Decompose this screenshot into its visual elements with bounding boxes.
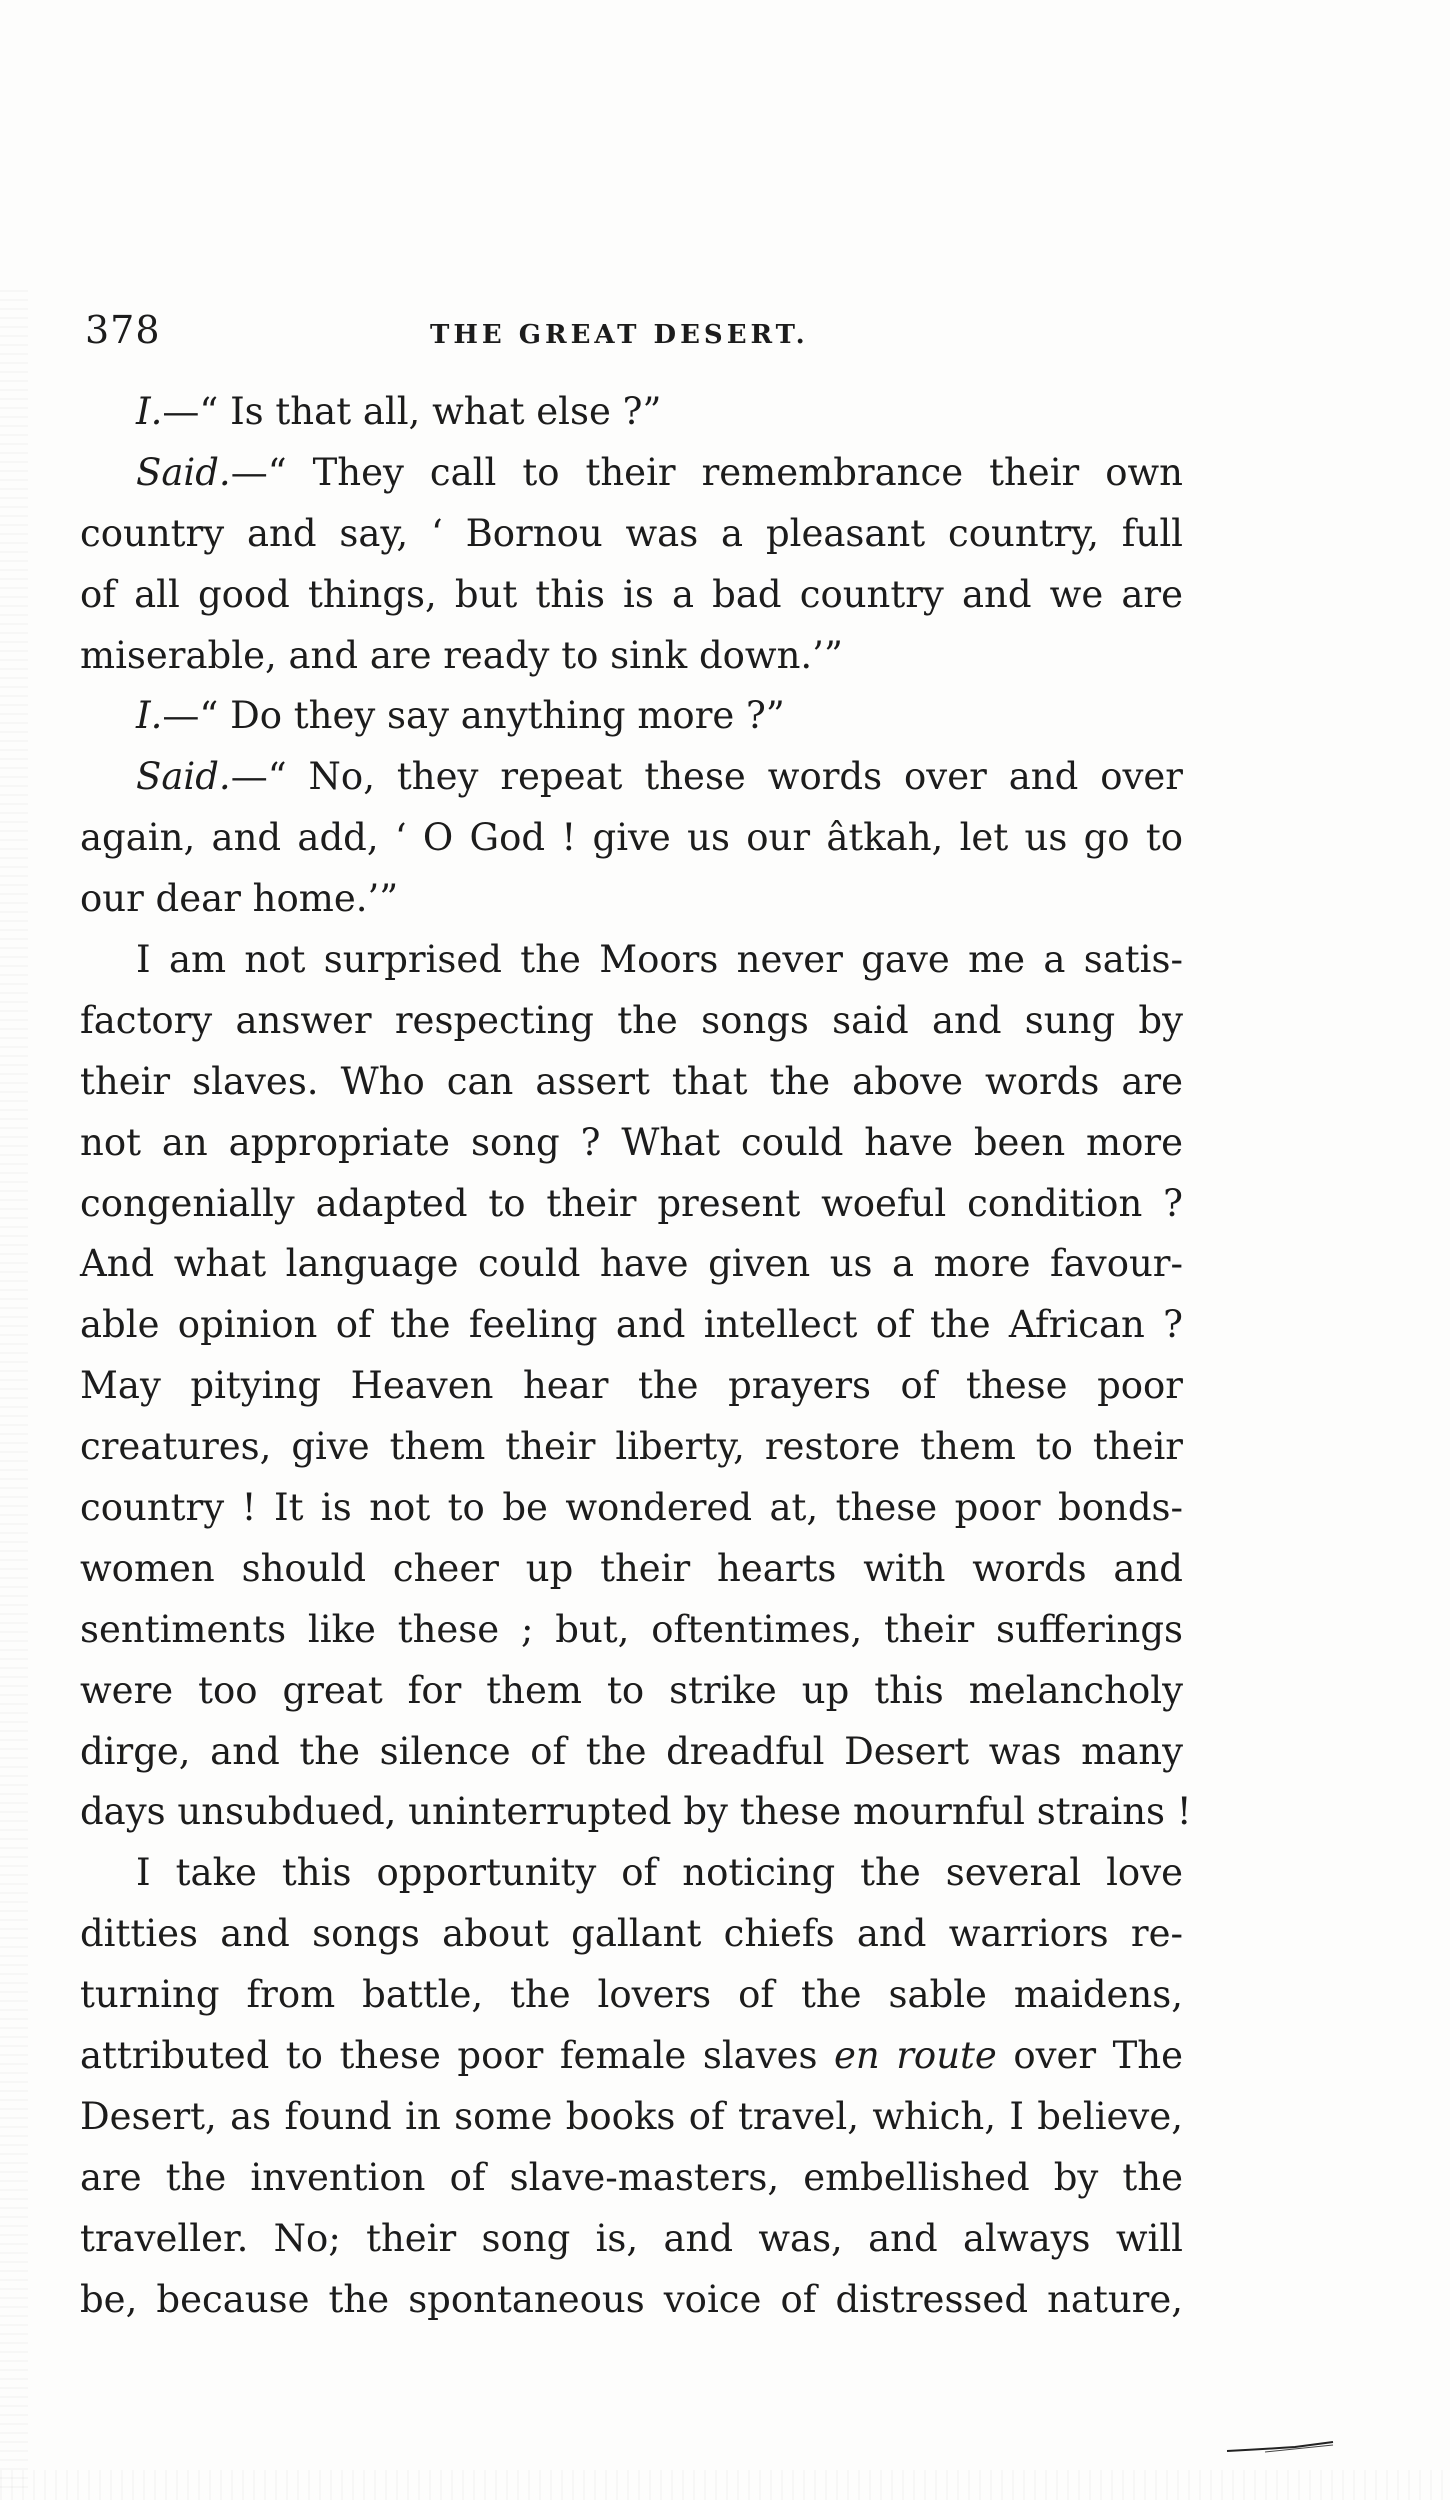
italic-segment: en route xyxy=(834,2034,997,2078)
text-line xyxy=(80,1295,1183,1356)
text-segment: —“ Do they say anything more ?” xyxy=(162,694,785,738)
text-line xyxy=(80,1661,1183,1722)
text-segment: their slaves. Who can assert that the above words are xyxy=(80,1059,1183,1103)
text-line xyxy=(80,1965,1183,2026)
text-line xyxy=(80,1234,1183,1295)
page-number: 378 xyxy=(85,308,161,352)
text-segment: ditties and songs about gallant chiefs and warriors re- xyxy=(80,1912,1183,1956)
text-segment: congenially adapted to their present woeful condition ? xyxy=(80,1181,1183,1225)
text-segment: dirge, and the silence of the dreadful Desert was many xyxy=(80,1729,1183,1773)
text-segment: attributed to these poor female slaves xyxy=(80,2034,835,2078)
text-segment: And what language could have given us a more favour- xyxy=(80,1242,1183,1286)
page-header xyxy=(80,308,1180,358)
text-line xyxy=(80,747,1183,808)
text-line xyxy=(80,686,1183,747)
text-line xyxy=(80,2270,1183,2331)
text-line xyxy=(80,2209,1183,2270)
text-segment: were too great for them to strike up this melancholy xyxy=(80,1668,1183,1712)
text-segment: May pitying Heaven hear the prayers of these poor xyxy=(80,1364,1183,1408)
text-line xyxy=(80,2148,1183,2209)
text-line xyxy=(80,626,1183,687)
text-segment: be, because the spontaneous voice of distressed nature, xyxy=(80,2277,1183,2321)
text-segment: our dear home.’” xyxy=(80,877,399,921)
text-segment: factory answer respecting the songs said and sung by xyxy=(80,998,1183,1042)
text-segment: able opinion of the feeling and intellect of the African ? xyxy=(80,1303,1183,1347)
text-line xyxy=(80,1052,1183,1113)
running-title: THE GREAT DESERT. xyxy=(430,320,809,350)
text-line xyxy=(80,1113,1183,1174)
text-segment: country and say, ‘ Bornou was a pleasant country, full xyxy=(80,511,1183,555)
body-text xyxy=(80,382,1192,2331)
text-segment: country ! It is not to be wondered at, these poor bonds- xyxy=(80,1486,1183,1530)
tail-ornament xyxy=(1225,2440,1335,2454)
text-segment: I am not surprised the Moors never gave me a satis- xyxy=(136,938,1183,982)
text-segment: over The xyxy=(996,2034,1183,2078)
italic-segment: I. xyxy=(136,694,163,738)
text-segment: turning from battle, the lovers of the sable maidens, xyxy=(80,1973,1183,2017)
scan-edge-bottom xyxy=(0,2470,1450,2500)
text-line xyxy=(80,1478,1183,1539)
text-line xyxy=(80,443,1183,504)
text-segment: not an appropriate song ? What could have been more xyxy=(80,1120,1183,1164)
text-line xyxy=(80,1722,1183,1783)
text-line xyxy=(80,1843,1183,1904)
text-line xyxy=(80,504,1183,565)
text-line xyxy=(80,930,1183,991)
text-segment: sentiments like these ; but, oftentimes, their sufferings xyxy=(80,1607,1183,1651)
text-line xyxy=(80,869,1183,930)
text-segment: I take this opportunity of noticing the several love xyxy=(136,1851,1183,1895)
text-line xyxy=(80,991,1183,1052)
text-segment: again, and add, ‘ O God ! give us our âtkah, let us go to xyxy=(80,816,1183,860)
text-segment: creatures, give them their liberty, restore them to their xyxy=(80,1425,1183,1469)
text-line xyxy=(80,1539,1183,1600)
text-segment: of all good things, but this is a bad country and we are xyxy=(80,572,1183,616)
text-line xyxy=(80,565,1183,626)
text-line xyxy=(80,1904,1183,1965)
scan-edge-left xyxy=(0,290,28,2490)
text-segment: days unsubdued, uninterrupted by these mournful strains ! xyxy=(80,1790,1192,1834)
text-segment: women should cheer up their hearts with words and xyxy=(80,1546,1183,1590)
text-segment: —“ They call to their remembrance their own xyxy=(230,450,1183,494)
text-line xyxy=(80,1356,1183,1417)
text-line xyxy=(80,1417,1183,1478)
italic-segment: Said. xyxy=(136,450,231,494)
text-line xyxy=(80,1600,1183,1661)
text-segment: traveller. No; their song is, and was, and always will xyxy=(80,2216,1183,2260)
text-line xyxy=(80,1174,1183,1235)
text-segment: are the invention of slave-masters, embellished by the xyxy=(80,2155,1183,2199)
text-segment: miserable, and are ready to sink down.’” xyxy=(80,633,843,677)
text-line xyxy=(80,2026,1183,2087)
italic-segment: Said. xyxy=(136,755,231,799)
text-line xyxy=(80,2087,1183,2148)
text-segment: —“ Is that all, what else ?” xyxy=(162,390,662,433)
text-segment: Desert, as found in some books of travel, which, I believe, xyxy=(80,2094,1183,2138)
text-line xyxy=(80,1782,1192,1843)
text-segment: —“ No, they repeat these words over and over xyxy=(230,755,1183,799)
italic-segment: I. xyxy=(136,390,163,433)
text-line xyxy=(80,808,1183,869)
text-line xyxy=(80,382,1183,443)
